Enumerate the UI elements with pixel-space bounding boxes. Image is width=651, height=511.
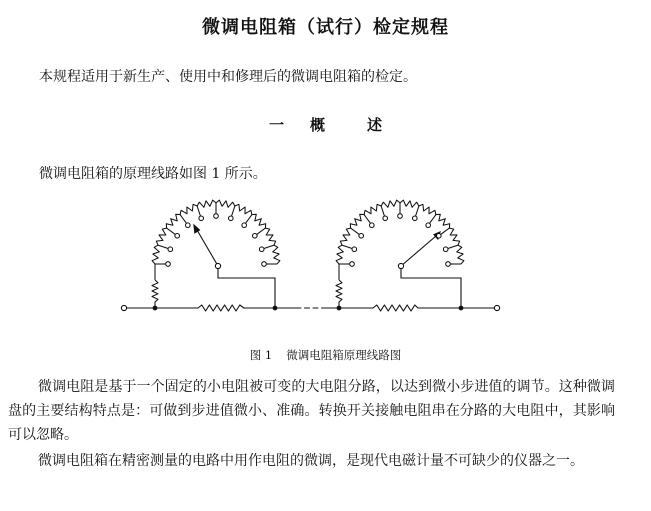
dial-contact	[398, 214, 403, 219]
dial-contact	[168, 247, 173, 252]
dial-contact	[199, 216, 204, 221]
dial-contact	[443, 247, 448, 252]
dial-contact	[359, 234, 364, 239]
dial-contact	[350, 262, 355, 267]
dial-contact	[370, 223, 375, 228]
dial-contact	[214, 214, 219, 219]
switch-arm-left	[197, 230, 218, 266]
dial-contact	[259, 247, 264, 252]
document-title: 微调电阻箱（试行）检定规程	[202, 17, 449, 38]
arc-resistor-segment	[152, 245, 159, 264]
arc-resistor-segment	[180, 204, 197, 214]
dial-contact	[186, 223, 191, 228]
arc-resistor-segment	[381, 200, 400, 207]
arc-resistor-segment	[156, 228, 166, 245]
arc-resistor-segment	[265, 228, 275, 245]
dial-output-wire-left	[218, 266, 275, 308]
arc-resistor-segment	[457, 245, 464, 264]
figure-caption-text: 微调电阻箱原理线路图	[286, 348, 402, 362]
arc-resistor-segment	[252, 214, 266, 228]
section-word-1: 概	[309, 116, 325, 134]
dial-contact	[175, 234, 180, 239]
large-resistor-left	[198, 305, 244, 311]
arc-resistor-segment	[340, 228, 350, 245]
dial-contact	[242, 223, 247, 228]
arc-resistor-segment	[336, 245, 343, 264]
body-paragraph-2: 微调电阻箱在精密测量的电路中用作电阻的微调，是现代电磁计量不可缺少的仪器之一。	[38, 453, 584, 469]
dial-contact	[352, 247, 357, 252]
arc-resistor-segment	[350, 214, 364, 228]
arc-resistor-segment	[436, 214, 450, 228]
figure-caption	[0, 347, 651, 363]
dial-contact	[253, 234, 258, 239]
arc-resistor-segment	[197, 200, 216, 207]
section-number: 一	[268, 116, 284, 134]
arc-resistor-segment	[216, 200, 235, 207]
switch-arm-right	[401, 236, 436, 266]
arc-resistor-segment	[449, 228, 459, 245]
dial-right	[336, 200, 464, 308]
dial-left	[152, 200, 280, 308]
large-resistor-right	[373, 305, 418, 311]
terminal-left	[121, 305, 126, 310]
arc-resistor-segment	[419, 204, 436, 214]
body-paragraph-1: 微调电阻是基于一个固定的小电阻被可变的大电阻分路，以达到微小步进值的调节。这种微调盘的主要结构特点是：可做到步进值微小、准确。转换开关接触电阻串在分路的大电阻中，其影响可以忽略。	[8, 379, 615, 443]
figure-reference-text: 微调电阻箱的原理线路如图 1 所示。	[39, 166, 267, 182]
arc-resistor-segment	[273, 245, 280, 264]
arc-resistor-segment	[235, 204, 252, 214]
small-resistor	[152, 280, 158, 302]
dial-contact	[413, 216, 418, 221]
arc-resistor-segment	[364, 204, 381, 214]
terminal-right	[494, 305, 499, 310]
dial-contact	[262, 262, 267, 267]
dial-contact	[437, 234, 442, 239]
small-resistor	[336, 280, 342, 302]
arc-resistor-segment	[400, 200, 419, 207]
switch-arrow-left	[194, 225, 200, 233]
dial-contact	[383, 216, 388, 221]
figure-number: 图 1	[249, 348, 273, 362]
switch-pivot-right	[398, 263, 403, 268]
dial-contact	[446, 262, 451, 267]
dial-contact	[426, 223, 431, 228]
arc-resistor-segment	[166, 214, 180, 228]
dial-output-wire-right	[401, 266, 461, 308]
switch-pivot-left	[215, 263, 220, 268]
intro-paragraph: 本规程适用于新生产、使用中和修理后的微调电阻箱的检定。	[39, 69, 417, 85]
dial-contact	[229, 216, 234, 221]
dial-contact	[166, 262, 171, 267]
section-word-2: 述	[367, 116, 383, 134]
